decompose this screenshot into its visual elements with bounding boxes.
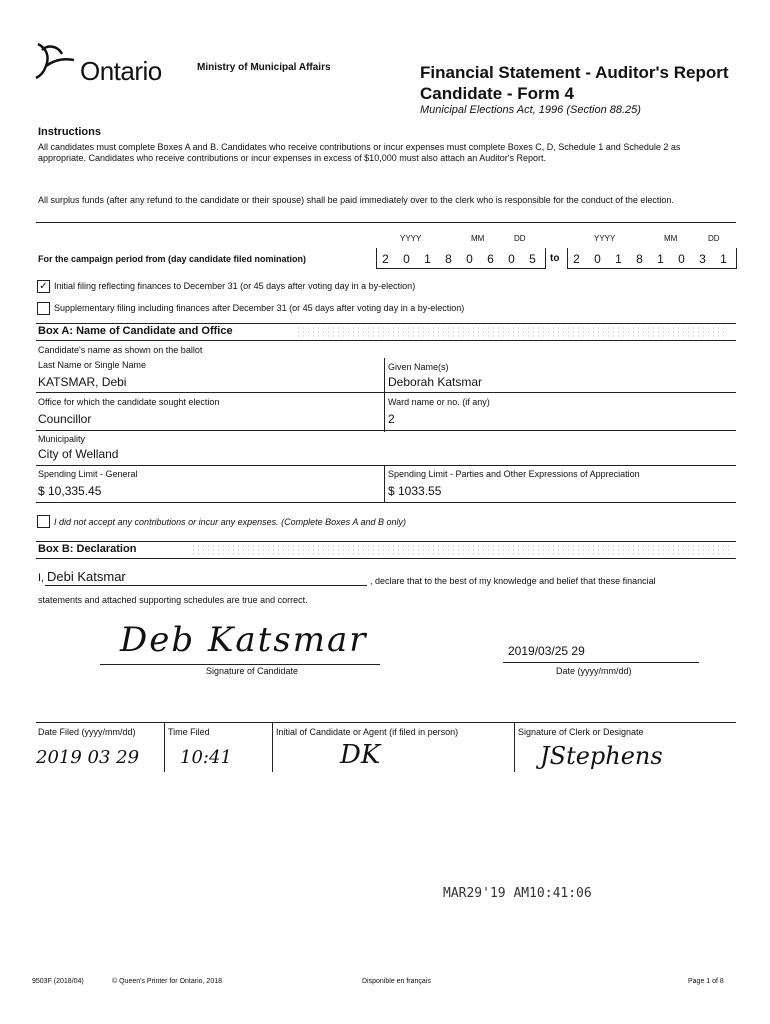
divider (36, 222, 736, 223)
name-underline (45, 585, 367, 586)
box-a-heading: Box A: Name of Candidate and Office (38, 325, 233, 337)
period-from-digit: 2 (382, 252, 389, 266)
candidate-signature: Deb Katsmar (120, 620, 368, 660)
given-name-label: Given Name(s) (388, 362, 449, 372)
divider (36, 502, 736, 503)
municipality-label: Municipality (38, 434, 86, 444)
ministry-name: Ministry of Municipal Affairs (197, 62, 331, 73)
column-divider (384, 465, 385, 503)
period-to-digit: 2 (573, 252, 580, 266)
limit-general-label: Spending Limit - General (38, 469, 138, 479)
ward-value[interactable]: 2 (388, 412, 395, 426)
name-note: Candidate's name as shown on the ballot (38, 345, 203, 355)
period-label: For the campaign period from (day candidate filed nomination) (38, 254, 307, 264)
limit-parties-label: Spending Limit - Parties and Other Expressions of Appreciation (388, 469, 640, 479)
date-filed-value[interactable]: 2019 03 29 (36, 747, 140, 768)
office-label: Office for which the candidate sought election (38, 397, 220, 407)
scan-speckle (191, 544, 731, 555)
form-title-line1: Financial Statement - Auditor's Report (420, 63, 729, 82)
period-to-digit: 1 (720, 252, 727, 266)
declaration-text2: statements and attached supporting schedules are true and correct. (38, 595, 308, 605)
period-head-mm-from: MM (471, 234, 485, 243)
period-to-digit: 1 (657, 252, 664, 266)
instructions-para1: All candidates must complete Boxes A and B. Candidates who receive contributions or incur expenses must complete Boxes C, D, Schedule 1 and Schedule 2 as appropriate. Candidates who receive contributions or incur expenses in excess of $10,000 must also attach an Auditor's Report. (38, 142, 681, 163)
clerk-signature: JStephens (540, 742, 663, 770)
form-title (420, 62, 729, 104)
divider (36, 430, 736, 431)
received-stamp: MAR29'19 AM10:41:06 (443, 886, 592, 901)
date-label: Date (yyyy/mm/dd) (556, 666, 632, 676)
signature-line (100, 664, 380, 665)
french-availability: Disponible en français (362, 978, 431, 985)
period-head-dd-to: DD (708, 234, 720, 243)
ward-label: Ward name or no. (if any) (388, 397, 490, 407)
initial-label: Initial of Candidate or Agent (if filed in person) (276, 727, 459, 737)
supplementary-filing-checkbox[interactable] (37, 302, 50, 315)
divider (36, 465, 736, 466)
initial-filing-label: Initial filing reflecting finances to December 31 (or 45 days after voting day in a by-election) (54, 281, 416, 291)
given-name-value[interactable]: Deborah Katsmar (388, 375, 483, 389)
date-filed-label: Date Filed (yyyy/mm/dd) (38, 727, 136, 737)
period-from-digit: 5 (529, 252, 536, 266)
filed-col-divider (514, 722, 515, 772)
period-to-digit: 8 (636, 252, 643, 266)
supplementary-filing-label: Supplementary filing including finances after December 31 (or 45 days after voting day in a by-election) (54, 303, 465, 313)
period-to-digit: 3 (699, 252, 706, 266)
period-to-digit: 0 (678, 252, 685, 266)
time-filed-value[interactable]: 10:41 (180, 747, 232, 768)
period-from-digit: 0 (508, 252, 515, 266)
declaration-name[interactable]: Debi Katsmar (47, 569, 126, 584)
period-from-digit: 8 (445, 252, 452, 266)
declaration-i: I, (38, 572, 45, 584)
period-head-mm-to: MM (664, 234, 678, 243)
last-name-label: Last Name or Single Name (38, 360, 147, 370)
ontario-trillium-icon (32, 40, 78, 82)
signature-label: Signature of Candidate (206, 666, 299, 676)
municipality-value[interactable]: City of Welland (38, 447, 119, 461)
ontario-logo: Ontario (80, 56, 162, 86)
form-title-line2: Candidate - Form 4 (420, 84, 574, 103)
initial-filing-checkbox[interactable]: ✓ (37, 280, 50, 293)
page-number: Page 1 of 8 (688, 978, 724, 985)
box-b-header (36, 541, 736, 559)
filed-table-top (36, 722, 736, 723)
no-contributions-checkbox[interactable] (37, 515, 50, 528)
period-from-digit: 1 (424, 252, 431, 266)
clerk-signature-label: Signature of Clerk or Designate (518, 727, 644, 737)
period-to-digit: 1 (615, 252, 622, 266)
instructions-para2: All surplus funds (after any refund to the candidate or their spouse) shall be paid immediately over to the clerk who is responsible for the conduct of the election. (38, 195, 674, 205)
copyright: © Queen's Printer for Ontario, 2018 (112, 978, 222, 985)
time-filed-label: Time Filed (168, 727, 210, 737)
filed-col-divider (164, 722, 165, 772)
declaration-date[interactable]: 2019/03/25 29 (508, 644, 585, 658)
period-to-label: to (550, 253, 560, 264)
column-divider (384, 358, 385, 432)
last-name-value[interactable]: KATSMAR, Debi (38, 375, 127, 389)
no-contributions-label: I did not accept any contributions or incur any expenses. (Complete Boxes A and B only) (54, 517, 407, 527)
date-line (503, 662, 699, 663)
initial-value[interactable]: DK (340, 740, 381, 770)
period-from-digit: 6 (487, 252, 494, 266)
limit-parties-value[interactable]: $ 1033.55 (388, 484, 442, 498)
filed-col-divider (272, 722, 273, 772)
box-b-heading: Box B: Declaration (38, 543, 137, 555)
period-head-yyyy-to: YYYY (594, 234, 616, 243)
limit-general-value[interactable]: $ 10,335.45 (38, 484, 102, 498)
divider (36, 392, 736, 393)
box-a-header (36, 323, 736, 341)
act-reference: Municipal Elections Act, 1996 (Section 88.25) (420, 104, 641, 116)
period-from-digit: 0 (403, 252, 410, 266)
period-head-yyyy-from: YYYY (400, 234, 422, 243)
instructions-heading: Instructions (38, 126, 101, 138)
form-code: 9503F (2018/04) (32, 978, 84, 985)
period-to-digit: 0 (594, 252, 601, 266)
period-from-digit: 0 (466, 252, 473, 266)
period-head-dd-from: DD (514, 234, 526, 243)
office-value[interactable]: Councillor (38, 412, 92, 426)
scan-speckle (296, 326, 726, 337)
declaration-text: , declare that to the best of my knowledge and belief that these financial (370, 576, 656, 586)
